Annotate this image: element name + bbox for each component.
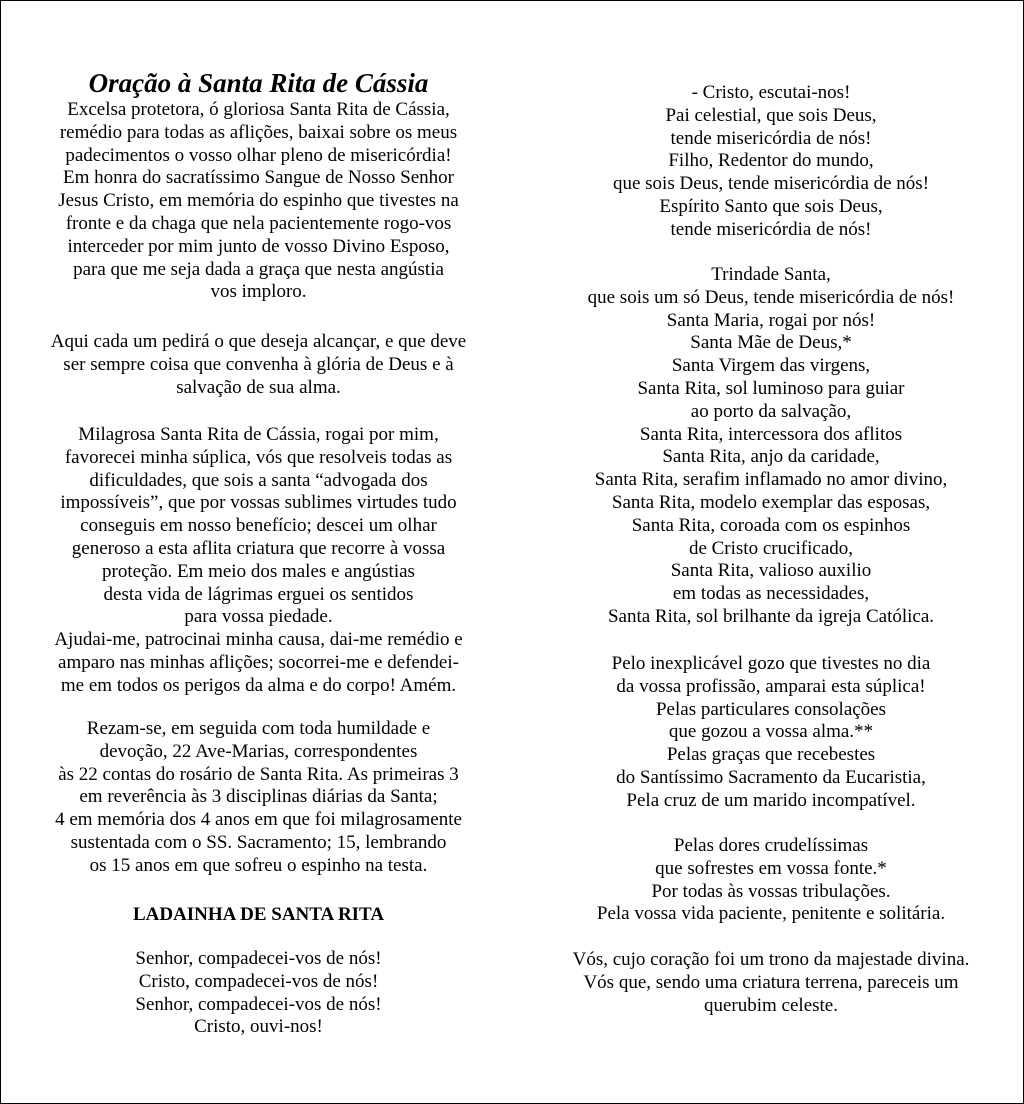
litany-sufferings-invocations [531, 835, 1011, 926]
text-line: às 22 contas do rosário de Santa Rita. As primeiras 3 [58, 763, 459, 785]
text-line: Santa Rita, intercessora dos aflitos [639, 423, 903, 445]
text-line: Pelas particulares consolações [655, 698, 887, 720]
text-line: Pelo inexplicável gozo que tivestes no dia [611, 653, 931, 674]
text-line: vos imploro. [210, 281, 307, 303]
text-line: Excelsa protetora, ó gloriosa Santa Rita de Cássia, [67, 99, 450, 120]
invocation-paragraph [21, 99, 496, 304]
text-line: em todas as necessidades, [672, 583, 870, 605]
text-line: remédio para todas as aflições, baixai sobre os meus [59, 121, 458, 143]
text-line: impossíveis”, que por vossas sublimes virtudes tudo [60, 492, 457, 514]
text-line: Espírito Santo que sois Deus, [659, 195, 883, 217]
text-line: em reverência às 3 disciplinas diárias da Santa; [79, 786, 438, 808]
text-line: sustentada com o SS. Sacramento; 15, lembrando [70, 831, 447, 853]
litany-graces-invocations [531, 653, 1011, 813]
text-line: Trindade Santa, [711, 264, 831, 285]
text-line: Filho, Redentor do mundo, [668, 150, 874, 172]
text-line: - Cristo, escutai-nos! [691, 82, 851, 103]
text-line: Santa Maria, rogai por nós! [666, 309, 876, 331]
text-line: Cristo, ouvi-nos! [194, 1016, 323, 1038]
text-line: para vossa piedade. [184, 606, 333, 628]
text-line: tende misericórdia de nós! [670, 127, 872, 149]
litany-closing-invocations [531, 949, 1011, 1017]
text-line: Vós, cujo coração foi um trono da majestade divina. [572, 949, 970, 970]
litany-opening [21, 948, 496, 1039]
text-line: Vós que, sendo uma criatura terrena, pareceis um [583, 971, 959, 993]
text-line: Rezam-se, em seguida com toda humildade e [86, 718, 431, 739]
ave-maria-instruction-paragraph [21, 718, 496, 878]
text-line: Santa Rita, sol brilhante da igreja Católica. [607, 605, 935, 627]
text-line: Milagrosa Santa Rita de Cássia, rogai por mim, [78, 424, 439, 445]
litany-heading: LADAINHA DE SANTA RITA [132, 904, 385, 925]
text-line: Pela cruz de um marido incompatível. [626, 789, 916, 811]
text-line: amparo nas minhas aflições; socorrei-me e defendei- [58, 651, 459, 673]
text-line: Santa Virgem das virgens, [671, 355, 871, 377]
text-line: querubim celeste. [703, 994, 838, 1016]
text-line: Cristo, compadecei-vos de nós! [138, 970, 379, 992]
text-line: 4 em memória dos 4 anos em que foi milagrosamente [55, 809, 462, 831]
text-line: conseguis em nosso benefício; descei um olhar [80, 515, 437, 537]
text-line: padecimentos o vosso olhar pleno de misericórdia! [65, 144, 452, 166]
text-line: os 15 anos em que sofreu o espinho na testa. [89, 854, 428, 876]
text-line: Pelas dores crudelíssimas [673, 835, 869, 856]
text-line: devoção, 22 Ave-Marias, correspondentes [99, 740, 418, 762]
text-line: tende misericórdia de nós! [670, 218, 872, 240]
text-line: que sois um só Deus, tende misericórdia de nós! [587, 286, 955, 308]
text-line: Santa Rita, anjo da caridade, [662, 446, 880, 468]
text-line: Santa Rita, serafim inflamado no amor divino, [594, 469, 948, 491]
text-line: salvação de sua alma. [176, 376, 341, 398]
text-line: me em todos os perigos da alma e do corpo! Amém. [60, 674, 457, 696]
text-line: ser sempre coisa que convenha à glória de Deus e à [63, 353, 454, 375]
text-line: que sois Deus, tende misericórdia de nós! [612, 173, 930, 195]
text-line: desta vida de lágrimas erguei os sentidos [103, 583, 414, 605]
text-line: fronte e da chaga que nela pacientemente rogo-vos [65, 212, 452, 234]
text-line: de Cristo crucificado, [688, 537, 854, 559]
text-line: Ajudai-me, patrocinai minha causa, dai-me remédio e [54, 629, 463, 651]
text-line: favorecei minha súplica, vós que resolveis todas as [64, 446, 453, 468]
text-line: Senhor, compadecei-vos de nós! [135, 948, 382, 969]
text-line: Santa Mãe de Deus,* [690, 332, 852, 354]
text-line: Pai celestial, que sois Deus, [665, 104, 877, 126]
text-line: Santa Rita, coroada com os espinhos [631, 514, 911, 536]
text-line: dificuldades, que sois a santa “advogada dos [89, 469, 428, 491]
text-line: Santa Rita, sol luminoso para guiar [637, 377, 905, 399]
prayer-title: Oração à Santa Rita de Cássia [88, 68, 429, 98]
text-line: Pela vossa vida paciente, penitente e solitária. [596, 903, 946, 925]
miraculous-prayer-paragraph [21, 424, 496, 698]
text-line: que sofrestes em vossa fonte.* [655, 857, 887, 879]
text-line: interceder por mim junto de vosso Divino Esposo, [67, 235, 450, 257]
text-line: que gozou a vossa alma.** [668, 721, 874, 743]
text-line: Jesus Cristo, em memória do espinho que tivestes na [58, 190, 459, 212]
litany-trinity-invocations [531, 82, 1011, 242]
text-line: generoso a esta aflita criatura que recorre à vossa [71, 537, 446, 559]
text-line: ao porto da salvação, [690, 400, 852, 422]
text-line: Por todas às vossas tribulações. [651, 880, 891, 902]
text-line: Pelas graças que recebestes [666, 744, 876, 766]
text-line: proteção. Em meio dos males e angústias [102, 560, 415, 582]
request-instruction-paragraph [21, 331, 496, 399]
text-line: Santa Rita, valioso auxilio [670, 560, 872, 582]
text-line: para que me seja dada a graça que nesta angústia [73, 258, 444, 280]
text-line: da vossa profissão, amparai esta súplica! [616, 675, 926, 697]
text-line: Aqui cada um pedirá o que deseja alcançar, e que deve [50, 331, 467, 352]
litany-saint-invocations [531, 264, 1011, 629]
text-line: Em honra do sacratíssimo Sangue de Nosso Senhor [62, 167, 455, 189]
text-line: Santa Rita, modelo exemplar das esposas, [611, 491, 931, 513]
text-line: Senhor, compadecei-vos de nós! [135, 993, 382, 1015]
text-line: do Santíssimo Sacramento da Eucaristia, [616, 766, 926, 788]
